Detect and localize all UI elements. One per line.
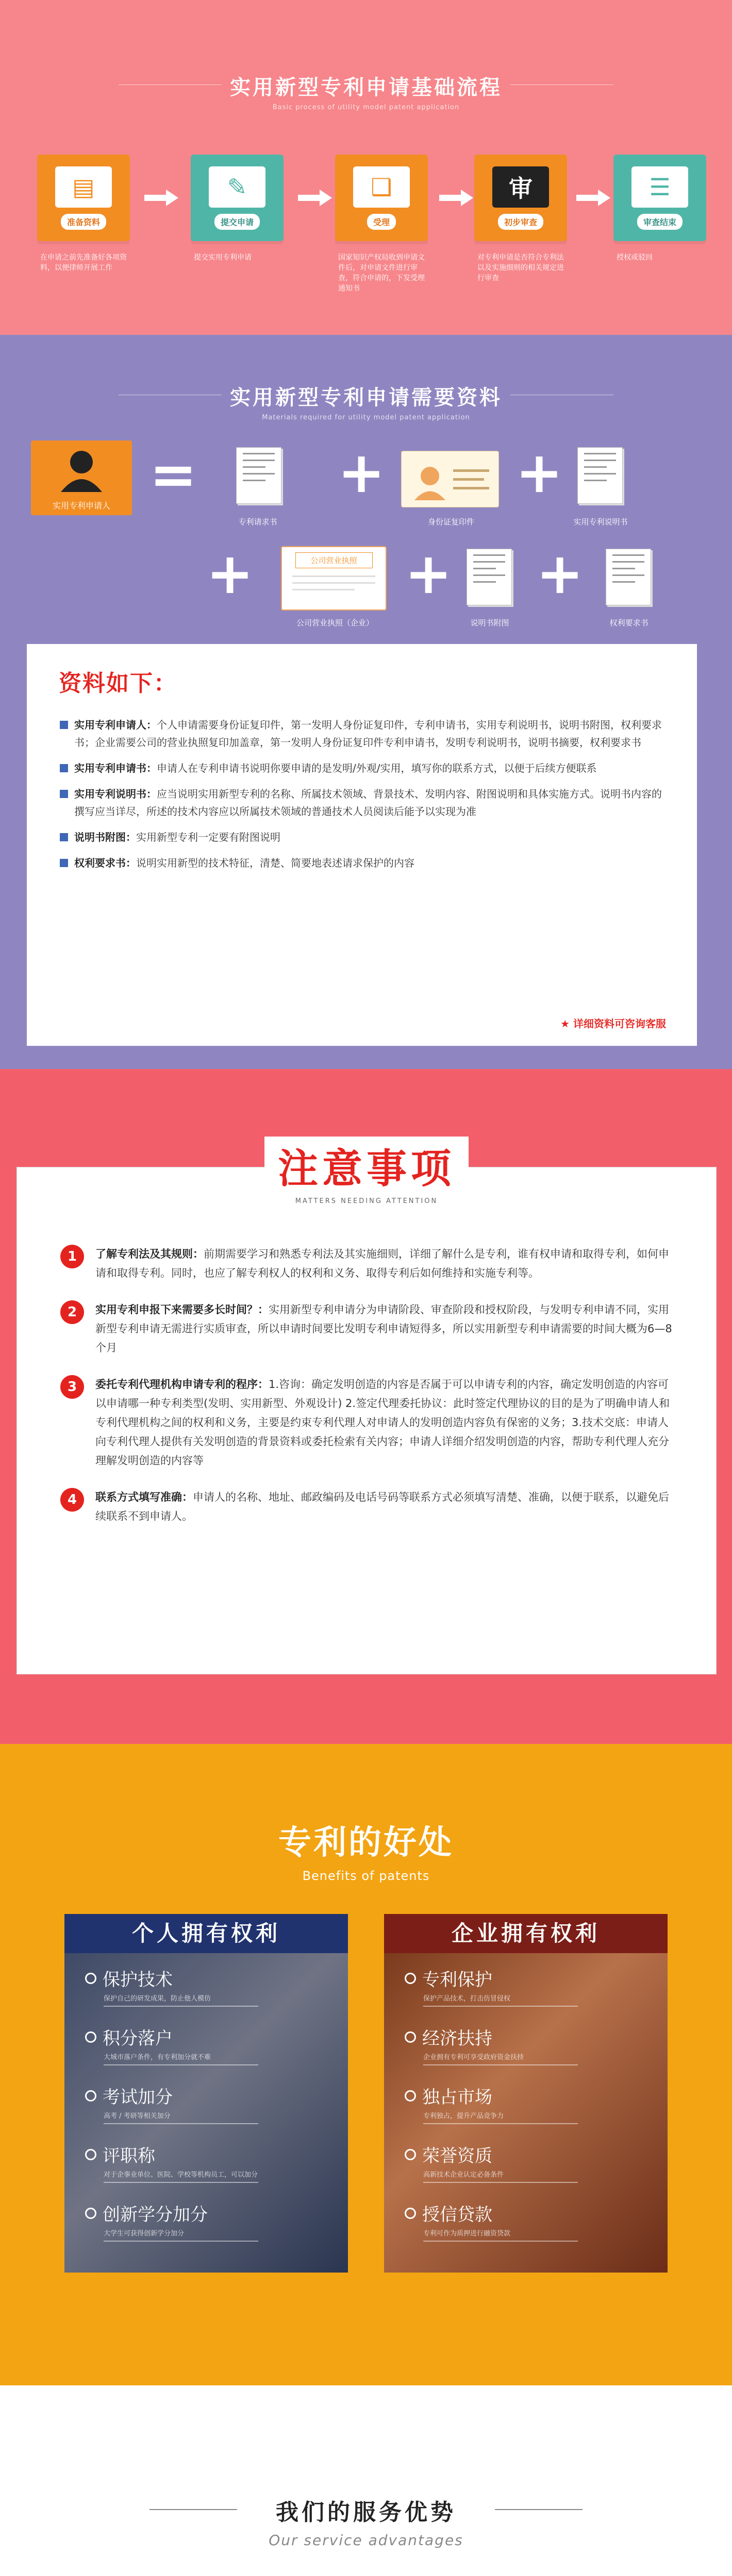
benefit-desc: 高考 / 考研等相关加分 bbox=[104, 2112, 171, 2120]
plus-sign: + bbox=[338, 439, 386, 505]
circle-bullet-icon bbox=[405, 2208, 416, 2219]
flow-title-block bbox=[0, 71, 732, 111]
list-item bbox=[60, 854, 668, 872]
notebook-icon: ❑ bbox=[353, 166, 410, 208]
info-label: 权利要求书： bbox=[74, 857, 136, 869]
consult-note-text: 详细资料可咨询客服 bbox=[573, 1018, 666, 1030]
asterisk-icon: ★ bbox=[560, 1018, 573, 1030]
arrow-right-icon bbox=[297, 188, 333, 208]
notice-text: 实用新型专利申请分为申请阶段、审查阶段和授权阶段，与发明专利申请不同，实用新型专利申请无需进行实质审查，所以申请时间要比发明专利申请短得多，所以实用新型专利申请需要的时间大概为6—8个月 bbox=[95, 1303, 672, 1354]
personal-benefits-card bbox=[64, 1914, 348, 2306]
plus-sign: + bbox=[206, 540, 254, 606]
bullet-square-icon bbox=[60, 721, 68, 729]
list-item bbox=[60, 828, 668, 846]
materials-title: 实用新型专利申请需要资料 bbox=[230, 386, 502, 410]
list-item bbox=[405, 2142, 631, 2183]
benefit-name: 独占市场 bbox=[422, 2087, 492, 2108]
list-item bbox=[85, 1965, 312, 2007]
notice-text: 1.咨询：确定发明创造的内容是否属于可以申请专利的内容，确定发明创造的内容可以申请哪一种专利类型(发明、实用新型、外观设计) 2.签定代理委托协议：此时签定代理协议的目的是为了明确申请人和专利代理机构之间的权利和义务，主要是约束专利代理人对申请人的发明创造内容负有保密的义务；3.技术交底：申请人向专利代理人提供有关发明创造的背景资料或委托检索有关内容；申请人详细介绍发明创造的内容，帮助专利代理人充分理解发明创造的内容等 bbox=[95, 1378, 670, 1467]
consult-note[interactable] bbox=[560, 1015, 666, 1030]
id-card-label: 身份证复印件 bbox=[427, 517, 474, 527]
flow-step-finish bbox=[613, 155, 706, 263]
benefits-subtitle: Benefits of patents bbox=[302, 1869, 430, 1883]
bullet-square-icon bbox=[60, 764, 68, 772]
materials-section bbox=[0, 335, 732, 1069]
services-section bbox=[0, 2385, 732, 2576]
bullet-square-icon bbox=[60, 790, 68, 798]
equals-sign: = bbox=[149, 442, 197, 507]
circle-bullet-icon bbox=[85, 2031, 96, 2043]
circle-bullet-icon bbox=[405, 2031, 416, 2043]
list-item bbox=[85, 2200, 312, 2242]
list-item bbox=[60, 785, 668, 820]
flow-step-submit bbox=[191, 155, 284, 263]
personal-benefits-head: 个人拥有权利 bbox=[64, 1914, 348, 1953]
benefit-name: 评职称 bbox=[103, 2146, 155, 2166]
materials-info-heading: 资料如下： bbox=[59, 670, 177, 697]
flow-title: 实用新型专利申请基础流程 bbox=[230, 76, 502, 99]
flow-step-label: 审查结束 bbox=[637, 214, 683, 230]
benefit-desc: 大学生可获得创新学分加分 bbox=[104, 2230, 185, 2238]
benefit-desc: 大城市落户条件，有专利加分就不难 bbox=[104, 2054, 211, 2061]
notices-section bbox=[0, 1069, 732, 1744]
list-item bbox=[85, 2142, 312, 2183]
benefit-desc: 专利独占，提升产品竞争力 bbox=[423, 2112, 504, 2120]
arrow-right-icon bbox=[438, 188, 474, 208]
person-icon bbox=[31, 440, 132, 497]
circle-bullet-icon bbox=[85, 2149, 96, 2160]
list-item bbox=[405, 2024, 631, 2065]
document-stack-icon: ☰ bbox=[631, 166, 688, 208]
flow-step-label: 提交申请 bbox=[214, 214, 260, 230]
info-label: 实用专利申请书： bbox=[74, 762, 157, 774]
circle-bullet-icon bbox=[85, 1973, 96, 1984]
arrow-right-icon bbox=[575, 188, 611, 208]
circle-bullet-icon bbox=[85, 2208, 96, 2219]
info-label: 实用专利申请人： bbox=[74, 719, 157, 731]
benefit-name: 积分落户 bbox=[103, 2028, 173, 2049]
arrow-right-icon bbox=[143, 188, 179, 208]
benefit-name: 保护技术 bbox=[103, 1970, 173, 1990]
list-item bbox=[405, 2083, 631, 2124]
circle-bullet-icon bbox=[85, 2090, 96, 2102]
list-item bbox=[60, 1245, 679, 1283]
info-text: 实用新型专利一定要有附图说明 bbox=[136, 831, 280, 843]
notice-text: 申请人的名称、地址、邮政编码及电话号码等联系方式必须填写清楚、准确，以便于联系，以避免后续联系不到申请人。 bbox=[95, 1491, 669, 1522]
flow-step-prepare bbox=[37, 155, 130, 273]
flow-step-desc: 国家知识产权局收到申请文件后，对申请文件进行审查，符合申请的，下发受理通知书 bbox=[338, 253, 425, 293]
benefit-desc: 企业拥有专利可享受政府资金扶持 bbox=[423, 2054, 524, 2061]
notices-title: 注意事项 bbox=[264, 1137, 469, 1194]
info-label: 说明书附图： bbox=[74, 831, 136, 843]
flow-step-review bbox=[474, 155, 567, 283]
list-item bbox=[405, 1965, 631, 2007]
circle-bullet-icon bbox=[405, 1973, 416, 1984]
title-divider-left bbox=[149, 2509, 237, 2510]
benefits-title: 专利的好处 bbox=[278, 1824, 454, 1862]
notices-card bbox=[16, 1146, 717, 1674]
services-subtitle: Our service advantages bbox=[269, 2532, 463, 2549]
list-item bbox=[405, 2200, 631, 2242]
notice-text: 前期需要学习和熟悉专利法及其实施细则，详细了解什么是专利，谁有权申请和取得专利，如何申请和取得专利。同时，也应了解专利权人的权利和义务、取得专利后如何维持和实施专利等。 bbox=[95, 1248, 669, 1279]
request-book-icon bbox=[236, 447, 281, 504]
benefit-desc: 专利可作为质押进行融资贷款 bbox=[423, 2230, 511, 2238]
flow-step-desc: 对专利申请是否符合专利法以及实施细则的相关规定进行审查 bbox=[477, 253, 564, 282]
benefit-desc: 保护产品技术，打击仿冒侵权 bbox=[423, 1995, 511, 2003]
flow-step-prepare-icon-box bbox=[37, 155, 130, 241]
drawings-doc-icon bbox=[467, 549, 512, 605]
benefit-name: 创新学分加分 bbox=[103, 2205, 208, 2225]
drawings-label: 说明书附图 bbox=[470, 618, 509, 628]
notices-title-block bbox=[17, 1137, 716, 1205]
flow-subtitle: Basic process of utility model patent application bbox=[272, 104, 460, 111]
number-badge: 3 bbox=[60, 1375, 84, 1399]
materials-info-list bbox=[60, 716, 668, 880]
list-item bbox=[85, 2024, 312, 2065]
number-badge: 4 bbox=[60, 1488, 84, 1512]
flow-step-accept bbox=[335, 155, 428, 294]
list-item bbox=[60, 1488, 679, 1526]
services-title-block bbox=[0, 2494, 732, 2549]
title-divider-right bbox=[510, 84, 613, 85]
bullet-square-icon bbox=[60, 859, 68, 867]
business-license-pic-label: 公司营业执照 bbox=[295, 552, 373, 568]
benefit-name: 经济扶持 bbox=[422, 2028, 492, 2049]
request-book-label: 专利请求书 bbox=[238, 517, 277, 527]
plus-sign: + bbox=[515, 439, 563, 505]
notice-label: 联系方式填写准确： bbox=[95, 1491, 193, 1503]
personal-benefits-body bbox=[64, 1953, 348, 2273]
business-license-label: 公司营业执照（企业） bbox=[296, 618, 374, 628]
id-card-portrait-icon bbox=[402, 451, 500, 508]
benefits-title-block bbox=[0, 1816, 732, 1883]
flow-step-desc: 提交实用专利申请 bbox=[194, 253, 252, 262]
circle-bullet-icon bbox=[405, 2149, 416, 2160]
benefit-desc: 保护自己的研发成果，防止他人模仿 bbox=[104, 1995, 211, 2003]
number-badge: 1 bbox=[60, 1245, 84, 1268]
flow-step-review-icon-box bbox=[474, 155, 567, 241]
materials-title-block bbox=[0, 381, 732, 421]
benefit-name: 授信贷款 bbox=[422, 2205, 492, 2225]
folder-icon: ▤ bbox=[55, 166, 112, 208]
benefit-desc: 高新技术企业认定必备条件 bbox=[423, 2171, 504, 2179]
enterprise-benefits-head: 企业拥有权利 bbox=[384, 1914, 668, 1953]
description-doc-icon bbox=[577, 447, 623, 504]
materials-info-card bbox=[27, 644, 697, 1046]
list-item bbox=[60, 759, 668, 777]
info-text: 申请人在专利申请书说明你要申请的是发明/外观/实用，填写你的联系方式，以便于后续方便联系 bbox=[157, 762, 597, 774]
benefit-desc: 对于企事业单位、医院、学校等机构员工，可以加分 bbox=[104, 2171, 258, 2179]
bullet-square-icon bbox=[60, 833, 68, 841]
enterprise-benefits-card bbox=[384, 1914, 668, 2306]
info-text: 说明实用新型的技术特征，清楚、简要地表述请求保护的内容 bbox=[136, 857, 414, 869]
flow-step-accept-icon-box bbox=[335, 155, 428, 241]
claims-doc-icon bbox=[606, 549, 651, 605]
number-badge: 2 bbox=[60, 1300, 84, 1324]
plus-sign: + bbox=[536, 540, 584, 606]
application-form-icon: ✎ bbox=[209, 166, 265, 208]
list-item bbox=[60, 1375, 679, 1470]
flow-step-finish-icon-box bbox=[613, 155, 706, 241]
benefit-name: 荣誉资质 bbox=[422, 2146, 492, 2166]
list-item bbox=[60, 1300, 679, 1358]
list-item bbox=[60, 716, 668, 751]
title-divider-left bbox=[119, 84, 222, 85]
notice-label: 实用专利申报下来需要多长时间？： bbox=[95, 1303, 269, 1316]
id-card-icon bbox=[401, 451, 499, 507]
services-title: 我们的服务优势 bbox=[276, 2499, 456, 2526]
enterprise-benefits-body bbox=[384, 1953, 668, 2273]
flow-step-label: 初步审查 bbox=[498, 214, 543, 230]
benefits-section bbox=[0, 1744, 732, 2385]
info-label: 实用专利说明书： bbox=[74, 788, 157, 800]
list-item bbox=[85, 2083, 312, 2124]
business-license-icon bbox=[281, 546, 387, 611]
notice-label: 了解专利法及其规则： bbox=[95, 1248, 204, 1260]
notices-list bbox=[60, 1245, 679, 1544]
info-text: 应当说明实用新型专利的名称、所属技术领域、背景技术、发明内容、附图说明和具体实施方式。说明书内容的撰写应当详尽，所述的技术内容应以所属技术领域的普通技术人员阅读后能予以实现为准 bbox=[74, 788, 662, 818]
basic-flow-section bbox=[0, 0, 732, 335]
flow-step-desc: 授权或驳回 bbox=[617, 253, 653, 262]
claims-label: 权利要求书 bbox=[609, 618, 648, 628]
flow-step-label: 受理 bbox=[367, 214, 396, 230]
notice-label: 委托专利代理机构申请专利的程序： bbox=[95, 1378, 269, 1391]
description-label: 实用专利说明书 bbox=[573, 517, 628, 527]
review-shield-icon: 审 bbox=[492, 166, 549, 208]
applicant-label: 实用专利申请人 bbox=[52, 501, 110, 511]
flow-step-label: 准备资料 bbox=[61, 214, 106, 230]
applicant-box bbox=[31, 440, 132, 515]
materials-subtitle: Materials required for utility model patent application bbox=[262, 414, 470, 421]
flow-step-desc: 在申请之前先准备好各项资料，以便律师开展工作 bbox=[40, 253, 127, 272]
notices-subtitle: MATTERS NEEDING ATTENTION bbox=[295, 1197, 438, 1205]
plus-sign: + bbox=[405, 540, 453, 606]
flow-step-submit-icon-box bbox=[191, 155, 284, 241]
info-text: 个人申请需要身份证复印件，第一发明人身份证复印件，专利申请书，实用专利说明书，说明书附图，权利要求书；企业需要公司的营业执照复印加盖章，第一发明人身份证复印件专利申请书，发明专利说明书，说明书摘要，权利要求书 bbox=[74, 719, 662, 749]
circle-bullet-icon bbox=[405, 2090, 416, 2102]
benefit-name: 考试加分 bbox=[103, 2087, 173, 2108]
title-divider-right bbox=[495, 2509, 583, 2510]
benefit-name: 专利保护 bbox=[422, 1970, 492, 1990]
